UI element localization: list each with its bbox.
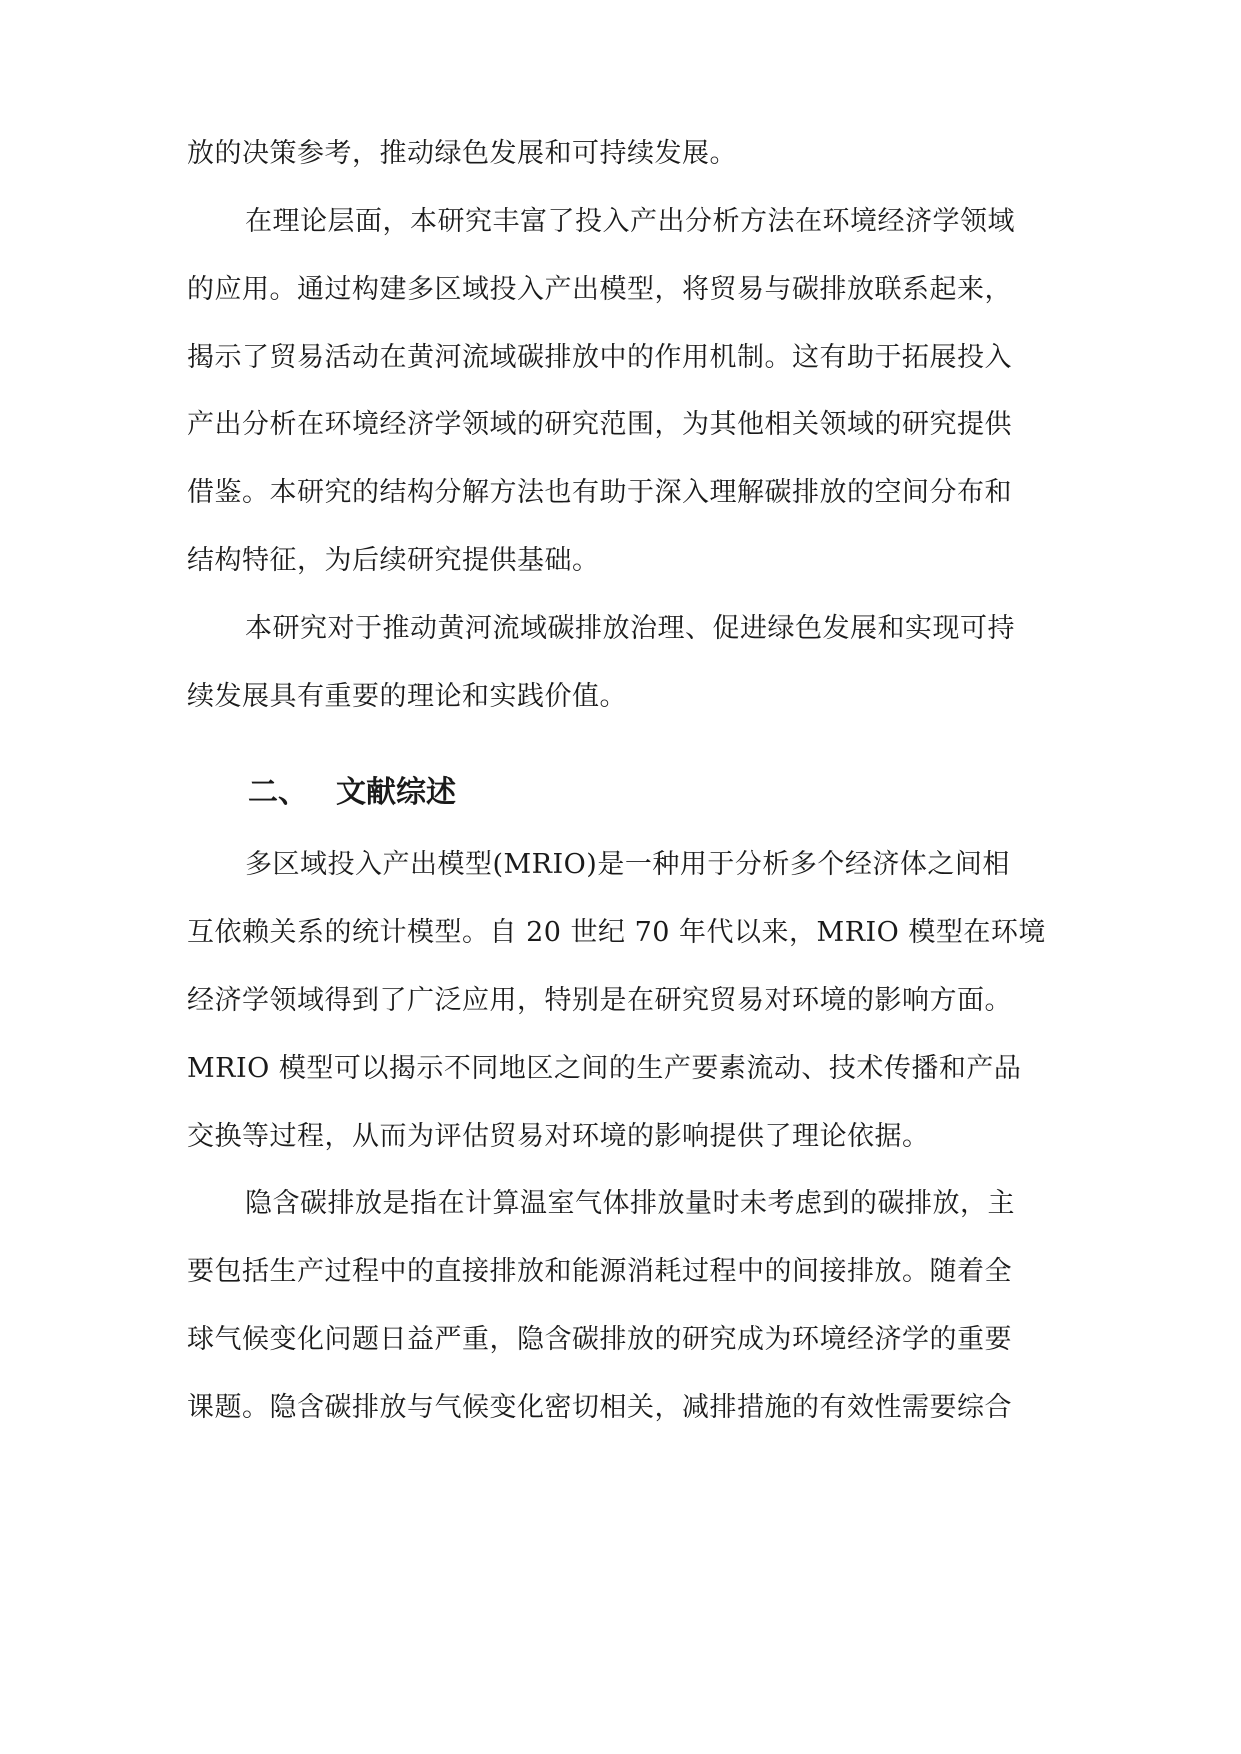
paragraph-line: 揭示了贸易活动在黄河流域碳排放中的作用机制。这有助于拓展投入: [187, 342, 1012, 373]
paragraph-line: 隐含碳排放是指在计算温室气体排放量时未考虑到的碳排放，主: [245, 1188, 1015, 1219]
paragraph-line: 的应用。通过构建多区域投入产出模型，将贸易与碳排放联系起来，: [187, 274, 1012, 305]
paragraph-line: 交换等过程，从而为评估贸易对环境的影响提供了理论依据。: [187, 1121, 930, 1152]
paragraph-line: 在理论层面，本研究丰富了投入产出分析方法在环境经济学领域: [245, 206, 1015, 237]
paragraph-line: 课题。隐含碳排放与气候变化密切相关，减排措施的有效性需要综合: [187, 1392, 1012, 1423]
section-heading-title: 文献综述: [336, 775, 456, 810]
paragraph-line: MRIO 模型可以揭示不同地区之间的生产要素流动、技术传播和产品: [187, 1053, 1022, 1084]
paragraph-line: 互依赖关系的统计模型。自 20 世纪 70 年代以来，MRIO 模型在环境: [187, 917, 1046, 948]
paragraph-line: 结构特征，为后续研究提供基础。: [187, 545, 600, 576]
paragraph-line: 放的决策参考，推动绿色发展和可持续发展。: [187, 138, 737, 169]
paragraph-line: 借鉴。本研究的结构分解方法也有助于深入理解碳排放的空间分布和: [187, 477, 1012, 508]
paragraph-line: 经济学领域得到了广泛应用，特别是在研究贸易对环境的影响方面。: [187, 985, 1012, 1016]
paragraph-line: 产出分析在环境经济学领域的研究范围，为其他相关领域的研究提供: [187, 409, 1012, 440]
section-heading-number: 二、: [248, 775, 308, 810]
paragraph-line: 续发展具有重要的理论和实践价值。: [187, 681, 627, 712]
paragraph-line: 多区域投入产出模型(MRIO)是一种用于分析多个经济体之间相: [245, 849, 1010, 880]
paragraph-line: 球气候变化问题日益严重，隐含碳排放的研究成为环境经济学的重要: [187, 1324, 1012, 1355]
paragraph-line: 要包括生产过程中的直接排放和能源消耗过程中的间接排放。随着全: [187, 1256, 1012, 1287]
paragraph-line: 本研究对于推动黄河流域碳排放治理、促进绿色发展和实现可持: [245, 613, 1015, 644]
section-heading: [248, 771, 456, 815]
